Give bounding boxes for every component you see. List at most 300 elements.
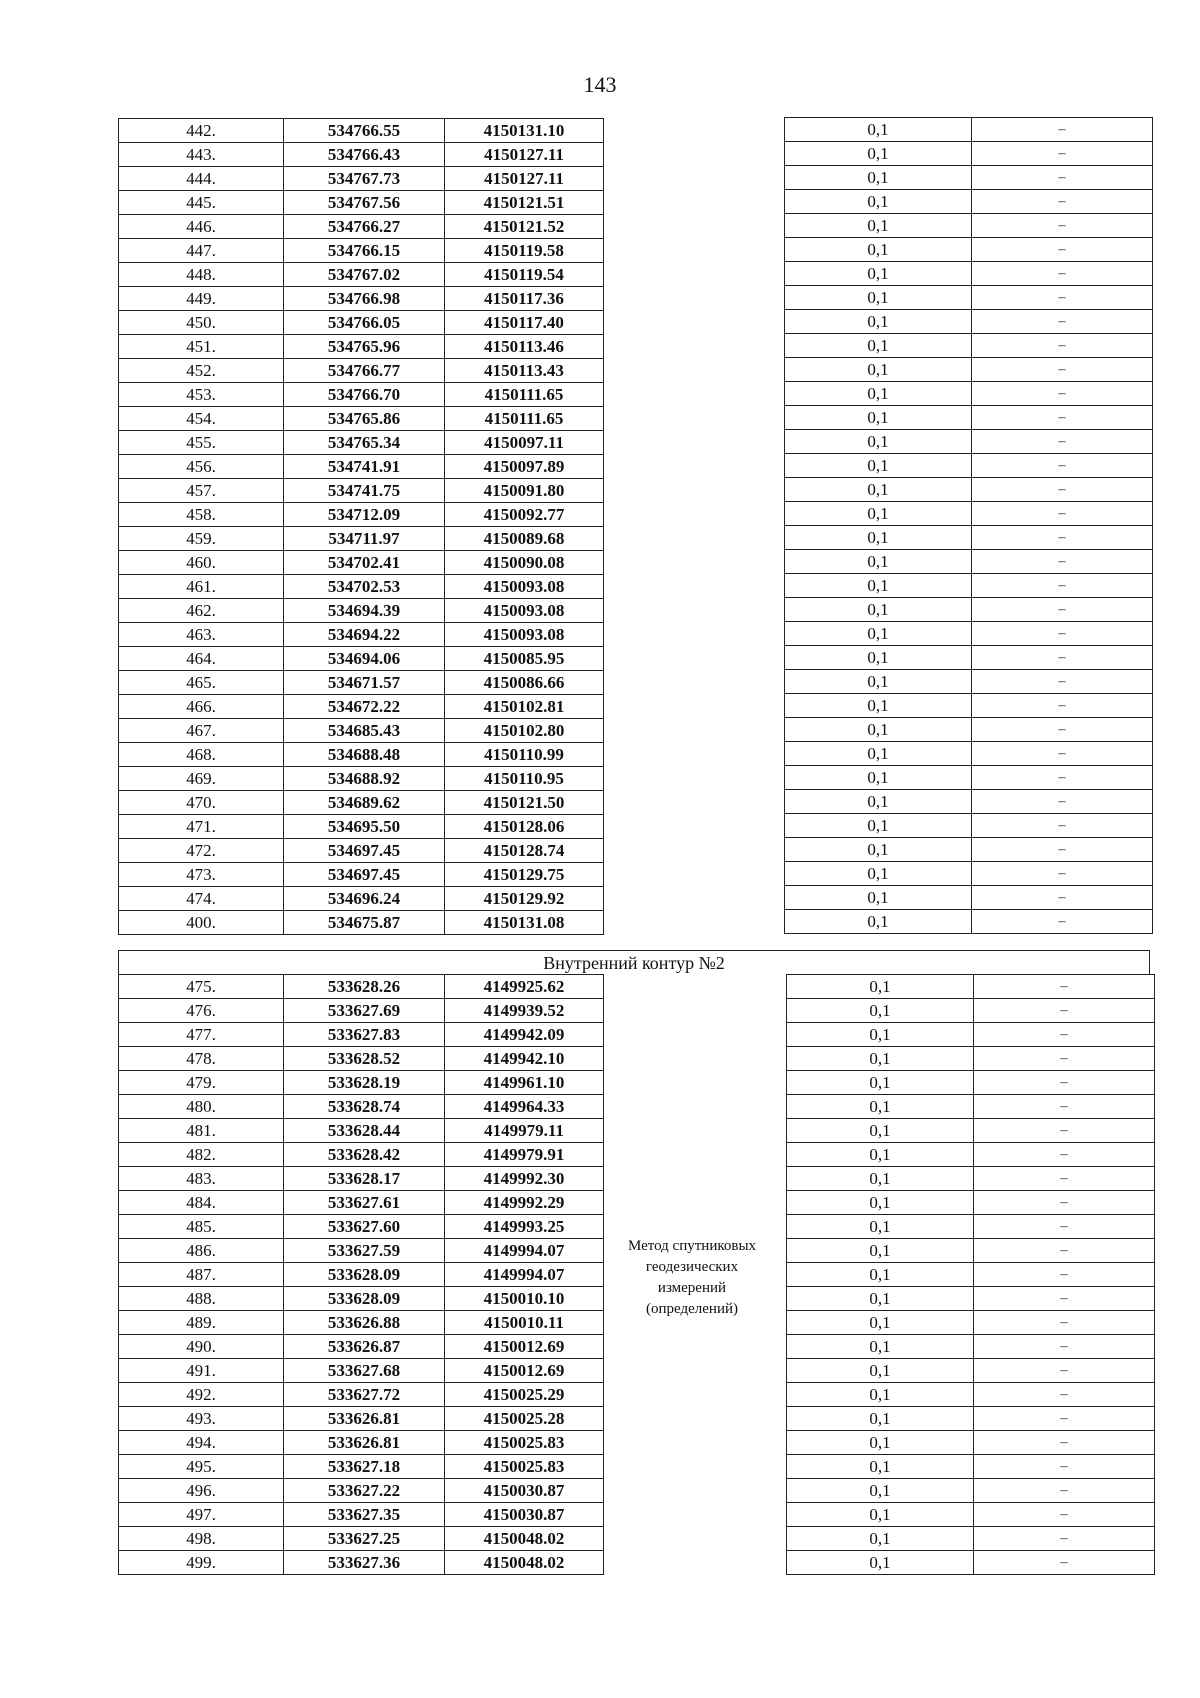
- table-cell: 4150131.10: [445, 119, 604, 143]
- method-note-line: (определений): [646, 1301, 738, 1317]
- table-cell: –: [972, 334, 1153, 358]
- coordinates-table-top: [118, 118, 604, 935]
- table-cell: 455.: [119, 431, 284, 455]
- table-cell: –: [974, 1071, 1155, 1095]
- table-cell: 533627.18: [284, 1455, 445, 1479]
- table-row: [119, 1023, 604, 1047]
- table-cell: 466.: [119, 695, 284, 719]
- table-row: [785, 406, 1153, 430]
- table-cell: 0,1: [785, 574, 972, 598]
- table-cell: 534766.77: [284, 359, 445, 383]
- table-cell: 0,1: [787, 1047, 974, 1071]
- table-row: [787, 1311, 1155, 1335]
- table-row: [119, 503, 604, 527]
- table-cell: 0,1: [785, 214, 972, 238]
- table-cell: 451.: [119, 335, 284, 359]
- table-row: [787, 1047, 1155, 1071]
- table-cell: 496.: [119, 1479, 284, 1503]
- table-cell: 533627.59: [284, 1239, 445, 1263]
- table-row: [785, 790, 1153, 814]
- method-note-line: геодезических: [645, 1259, 739, 1275]
- table-row: [119, 287, 604, 311]
- table-cell: 0,1: [787, 1455, 974, 1479]
- page-number: 143: [583, 72, 617, 97]
- table-cell: –: [972, 814, 1153, 838]
- table-cell: 468.: [119, 743, 284, 767]
- table-cell: 534712.09: [284, 503, 445, 527]
- table-row: [119, 191, 604, 215]
- table-cell: –: [972, 430, 1153, 454]
- table-row: [787, 1023, 1155, 1047]
- table-row: [787, 1335, 1155, 1359]
- table-cell: 461.: [119, 575, 284, 599]
- table-cell: 4150128.74: [445, 839, 604, 863]
- table-cell: –: [974, 1455, 1155, 1479]
- table-row: [119, 887, 604, 911]
- table-cell: 445.: [119, 191, 284, 215]
- table-cell: 533627.35: [284, 1503, 445, 1527]
- table-cell: 533627.61: [284, 1191, 445, 1215]
- table-cell: 4149992.29: [445, 1191, 604, 1215]
- table-cell: 0,1: [785, 358, 972, 382]
- table-cell: 0,1: [785, 382, 972, 406]
- table-cell: 4150121.51: [445, 191, 604, 215]
- table-row: [785, 190, 1153, 214]
- table-cell: 464.: [119, 647, 284, 671]
- table-row: [119, 1359, 604, 1383]
- table-cell: 534741.75: [284, 479, 445, 503]
- table-cell: –: [972, 190, 1153, 214]
- table-cell: 4150102.80: [445, 719, 604, 743]
- table-cell: 0,1: [787, 1119, 974, 1143]
- table-cell: –: [972, 790, 1153, 814]
- table-row: [119, 431, 604, 455]
- table-cell: –: [974, 1335, 1155, 1359]
- table-cell: 4150121.52: [445, 215, 604, 239]
- table-cell: 493.: [119, 1407, 284, 1431]
- table-row: [119, 551, 604, 575]
- table-cell: 0,1: [785, 502, 972, 526]
- table-cell: 0,1: [785, 814, 972, 838]
- table-row: [787, 1167, 1155, 1191]
- table-cell: 4149942.10: [445, 1047, 604, 1071]
- table-row: [119, 911, 604, 935]
- table-cell: 4150117.40: [445, 311, 604, 335]
- table-row: [785, 766, 1153, 790]
- table-cell: 450.: [119, 311, 284, 335]
- table-cell: 4150097.89: [445, 455, 604, 479]
- table-row: [785, 166, 1153, 190]
- table-row: [119, 335, 604, 359]
- table-row: [785, 238, 1153, 262]
- table-cell: 534697.45: [284, 839, 445, 863]
- table-row: [787, 1551, 1155, 1575]
- table-cell: –: [972, 574, 1153, 598]
- table-cell: 484.: [119, 1191, 284, 1215]
- table-cell: 534765.34: [284, 431, 445, 455]
- table-cell: 454.: [119, 407, 284, 431]
- table-cell: 534766.05: [284, 311, 445, 335]
- table-cell: 534711.97: [284, 527, 445, 551]
- table-row: [785, 502, 1153, 526]
- table-cell: 0,1: [785, 598, 972, 622]
- table-cell: 0,1: [787, 1551, 974, 1575]
- table-cell: 534702.53: [284, 575, 445, 599]
- table-cell: 476.: [119, 999, 284, 1023]
- table-cell: 0,1: [787, 1311, 974, 1335]
- table-cell: –: [972, 286, 1153, 310]
- table-cell: 534671.57: [284, 671, 445, 695]
- table-cell: 0,1: [787, 1287, 974, 1311]
- table-cell: 534688.48: [284, 743, 445, 767]
- table-row: [119, 263, 604, 287]
- table-row: [119, 215, 604, 239]
- table-row: [119, 999, 604, 1023]
- table-row: [119, 647, 604, 671]
- table-row: [119, 527, 604, 551]
- table-row: [787, 1479, 1155, 1503]
- table-cell: –: [974, 1143, 1155, 1167]
- table-cell: 4150025.83: [445, 1431, 604, 1455]
- table-cell: 0,1: [787, 1359, 974, 1383]
- table-cell: 4150048.02: [445, 1527, 604, 1551]
- table-cell: 533627.36: [284, 1551, 445, 1575]
- table-row: [785, 886, 1153, 910]
- table-row: [787, 1263, 1155, 1287]
- table-cell: 533627.72: [284, 1383, 445, 1407]
- table-cell: –: [974, 1479, 1155, 1503]
- table-cell: 0,1: [785, 190, 972, 214]
- table-cell: 0,1: [785, 718, 972, 742]
- table-row: [785, 478, 1153, 502]
- table-row: [785, 262, 1153, 286]
- table-row: [785, 430, 1153, 454]
- table-cell: 0,1: [785, 406, 972, 430]
- table-row: [785, 838, 1153, 862]
- table-cell: 534766.27: [284, 215, 445, 239]
- table-cell: 443.: [119, 143, 284, 167]
- table-row: [787, 1215, 1155, 1239]
- table-cell: 4150012.69: [445, 1335, 604, 1359]
- table-cell: 4150089.68: [445, 527, 604, 551]
- table-cell: 0,1: [787, 1095, 974, 1119]
- table-cell: 534766.43: [284, 143, 445, 167]
- table-cell: 533628.26: [284, 975, 445, 999]
- table-cell: 495.: [119, 1455, 284, 1479]
- table-cell: 0,1: [785, 526, 972, 550]
- table-cell: 4150030.87: [445, 1479, 604, 1503]
- accuracy-table-bottom: [786, 974, 1155, 1575]
- table-cell: 4149979.91: [445, 1143, 604, 1167]
- table-cell: –: [974, 1311, 1155, 1335]
- table-cell: 478.: [119, 1047, 284, 1071]
- table-row: [787, 1527, 1155, 1551]
- table-cell: –: [972, 382, 1153, 406]
- table-cell: 481.: [119, 1119, 284, 1143]
- table-row: [787, 975, 1155, 999]
- table-cell: –: [972, 502, 1153, 526]
- table-row: [119, 1503, 604, 1527]
- table-row: [787, 1071, 1155, 1095]
- table-row: [785, 286, 1153, 310]
- table-row: [119, 1119, 604, 1143]
- table-cell: 446.: [119, 215, 284, 239]
- table-row: [785, 310, 1153, 334]
- table-cell: 4149994.07: [445, 1239, 604, 1263]
- table-cell: 533628.42: [284, 1143, 445, 1167]
- table-cell: –: [974, 1119, 1155, 1143]
- table-row: [785, 598, 1153, 622]
- table-row: [119, 455, 604, 479]
- table-cell: 469.: [119, 767, 284, 791]
- table-cell: 4150048.02: [445, 1551, 604, 1575]
- table-cell: 471.: [119, 815, 284, 839]
- table-cell: –: [974, 1215, 1155, 1239]
- table-cell: 534685.43: [284, 719, 445, 743]
- table-cell: 0,1: [785, 286, 972, 310]
- table-cell: 0,1: [787, 999, 974, 1023]
- table-cell: 491.: [119, 1359, 284, 1383]
- table-cell: 0,1: [787, 1263, 974, 1287]
- table-cell: 534766.70: [284, 383, 445, 407]
- table-cell: 498.: [119, 1527, 284, 1551]
- table-row: [119, 359, 604, 383]
- table-cell: 534694.06: [284, 647, 445, 671]
- table-row: [787, 1095, 1155, 1119]
- table-cell: –: [972, 886, 1153, 910]
- table-row: [119, 1191, 604, 1215]
- table-row: [785, 118, 1153, 142]
- table-row: [785, 382, 1153, 406]
- table-cell: 4150093.08: [445, 599, 604, 623]
- table-cell: 0,1: [785, 646, 972, 670]
- table-cell: 0,1: [787, 1527, 974, 1551]
- table-row: [119, 1071, 604, 1095]
- table-cell: –: [972, 214, 1153, 238]
- table-row: [119, 839, 604, 863]
- table-cell: –: [972, 526, 1153, 550]
- table-cell: 533627.22: [284, 1479, 445, 1503]
- table-row: [787, 1431, 1155, 1455]
- table-cell: –: [972, 118, 1153, 142]
- table-cell: 465.: [119, 671, 284, 695]
- table-cell: 0,1: [785, 694, 972, 718]
- table-cell: 0,1: [787, 1479, 974, 1503]
- table-row: [119, 743, 604, 767]
- table-row: [119, 1287, 604, 1311]
- table-cell: 490.: [119, 1335, 284, 1359]
- table-cell: –: [974, 999, 1155, 1023]
- table-cell: 0,1: [785, 334, 972, 358]
- table-cell: 0,1: [785, 886, 972, 910]
- table-cell: 0,1: [785, 742, 972, 766]
- table-cell: 442.: [119, 119, 284, 143]
- table-cell: –: [972, 358, 1153, 382]
- table-row: [785, 694, 1153, 718]
- table-cell: 463.: [119, 623, 284, 647]
- table-cell: 4150085.95: [445, 647, 604, 671]
- table-cell: 0,1: [787, 1383, 974, 1407]
- table-cell: 480.: [119, 1095, 284, 1119]
- table-cell: –: [974, 975, 1155, 999]
- table-row: [119, 719, 604, 743]
- table-row: [119, 863, 604, 887]
- table-row: [785, 814, 1153, 838]
- table-cell: 533627.68: [284, 1359, 445, 1383]
- table-cell: 467.: [119, 719, 284, 743]
- table-cell: 534695.50: [284, 815, 445, 839]
- table-row: [119, 815, 604, 839]
- table-cell: 0,1: [785, 838, 972, 862]
- table-row: [119, 623, 604, 647]
- section-header: Внутренний контур №2: [118, 950, 1150, 974]
- table-cell: 4150012.69: [445, 1359, 604, 1383]
- table-row: [119, 575, 604, 599]
- table-row: [119, 143, 604, 167]
- table-cell: 533628.52: [284, 1047, 445, 1071]
- table-cell: 534697.45: [284, 863, 445, 887]
- table-cell: 0,1: [785, 670, 972, 694]
- table-cell: –: [974, 1263, 1155, 1287]
- table-row: [119, 1383, 604, 1407]
- table-cell: 4150119.58: [445, 239, 604, 263]
- table-cell: 462.: [119, 599, 284, 623]
- table-row: [787, 1407, 1155, 1431]
- table-row: [119, 1239, 604, 1263]
- table-cell: 499.: [119, 1551, 284, 1575]
- table-cell: 533627.25: [284, 1527, 445, 1551]
- table-cell: –: [972, 862, 1153, 886]
- table-row: [785, 646, 1153, 670]
- table-row: [785, 358, 1153, 382]
- table-row: [787, 1287, 1155, 1311]
- table-cell: 534694.22: [284, 623, 445, 647]
- table-row: [119, 479, 604, 503]
- table-row: [119, 1143, 604, 1167]
- table-cell: 533628.17: [284, 1167, 445, 1191]
- table-row: [119, 767, 604, 791]
- table-cell: 477.: [119, 1023, 284, 1047]
- table-cell: 487.: [119, 1263, 284, 1287]
- table-cell: 533627.83: [284, 1023, 445, 1047]
- table-row: [119, 1527, 604, 1551]
- table-cell: –: [972, 406, 1153, 430]
- table-cell: 534689.62: [284, 791, 445, 815]
- table-cell: 534694.39: [284, 599, 445, 623]
- table-cell: 4150090.08: [445, 551, 604, 575]
- table-row: [119, 1335, 604, 1359]
- table-row: [119, 671, 604, 695]
- table-row: [119, 383, 604, 407]
- table-cell: 488.: [119, 1287, 284, 1311]
- coordinates-table-bottom: [118, 974, 604, 1575]
- table-cell: 0,1: [785, 910, 972, 934]
- table-cell: 456.: [119, 455, 284, 479]
- table-cell: 4150030.87: [445, 1503, 604, 1527]
- table-cell: –: [974, 1047, 1155, 1071]
- table-cell: 453.: [119, 383, 284, 407]
- table-row: [785, 574, 1153, 598]
- table-cell: 4149994.07: [445, 1263, 604, 1287]
- accuracy-table-top: [784, 117, 1153, 934]
- table-cell: –: [972, 694, 1153, 718]
- table-cell: 0,1: [787, 1431, 974, 1455]
- table-cell: 4150121.50: [445, 791, 604, 815]
- table-cell: 533627.60: [284, 1215, 445, 1239]
- table-row: [785, 622, 1153, 646]
- table-row: [787, 1503, 1155, 1527]
- table-row: [785, 214, 1153, 238]
- table-row: [119, 791, 604, 815]
- table-cell: 534765.96: [284, 335, 445, 359]
- table-cell: 533626.81: [284, 1431, 445, 1455]
- table-row: [787, 1455, 1155, 1479]
- table-cell: 533626.88: [284, 1311, 445, 1335]
- table-cell: 0,1: [787, 1503, 974, 1527]
- table-cell: 0,1: [787, 1335, 974, 1359]
- table-cell: 470.: [119, 791, 284, 815]
- table-cell: 4150010.11: [445, 1311, 604, 1335]
- table-row: [119, 1551, 604, 1575]
- table-cell: 4150025.83: [445, 1455, 604, 1479]
- table-cell: 4149925.62: [445, 975, 604, 999]
- table-row: [787, 999, 1155, 1023]
- table-row: [787, 1119, 1155, 1143]
- table-cell: 4149942.09: [445, 1023, 604, 1047]
- table-cell: –: [972, 550, 1153, 574]
- table-cell: 448.: [119, 263, 284, 287]
- table-cell: 482.: [119, 1143, 284, 1167]
- table-cell: 485.: [119, 1215, 284, 1239]
- table-cell: –: [972, 910, 1153, 934]
- table-cell: 534766.55: [284, 119, 445, 143]
- table-cell: 4149979.11: [445, 1119, 604, 1143]
- table-cell: 4149961.10: [445, 1071, 604, 1095]
- table-cell: 4150092.77: [445, 503, 604, 527]
- table-cell: 534688.92: [284, 767, 445, 791]
- table-row: [119, 1455, 604, 1479]
- table-cell: 0,1: [787, 1215, 974, 1239]
- table-cell: –: [974, 1239, 1155, 1263]
- table-cell: 4149993.25: [445, 1215, 604, 1239]
- table-row: [787, 1239, 1155, 1263]
- table-cell: –: [972, 838, 1153, 862]
- table-row: [785, 526, 1153, 550]
- table-cell: –: [972, 742, 1153, 766]
- table-cell: –: [972, 478, 1153, 502]
- table-row: [119, 1311, 604, 1335]
- table-cell: –: [974, 1383, 1155, 1407]
- table-cell: –: [972, 454, 1153, 478]
- table-cell: 0,1: [787, 1071, 974, 1095]
- table-row: [785, 742, 1153, 766]
- table-cell: –: [972, 310, 1153, 334]
- table-cell: 0,1: [785, 766, 972, 790]
- table-cell: 4150025.29: [445, 1383, 604, 1407]
- table-cell: 4149992.30: [445, 1167, 604, 1191]
- table-row: [787, 1383, 1155, 1407]
- table-cell: 534765.86: [284, 407, 445, 431]
- table-cell: 0,1: [785, 238, 972, 262]
- table-cell: 475.: [119, 975, 284, 999]
- table-cell: 4150010.10: [445, 1287, 604, 1311]
- table-cell: 533628.19: [284, 1071, 445, 1095]
- method-note-line: Метод спутниковых: [627, 1238, 757, 1254]
- table-row: [119, 1479, 604, 1503]
- table-cell: –: [974, 1407, 1155, 1431]
- table-cell: 4150127.11: [445, 167, 604, 191]
- table-row: [119, 311, 604, 335]
